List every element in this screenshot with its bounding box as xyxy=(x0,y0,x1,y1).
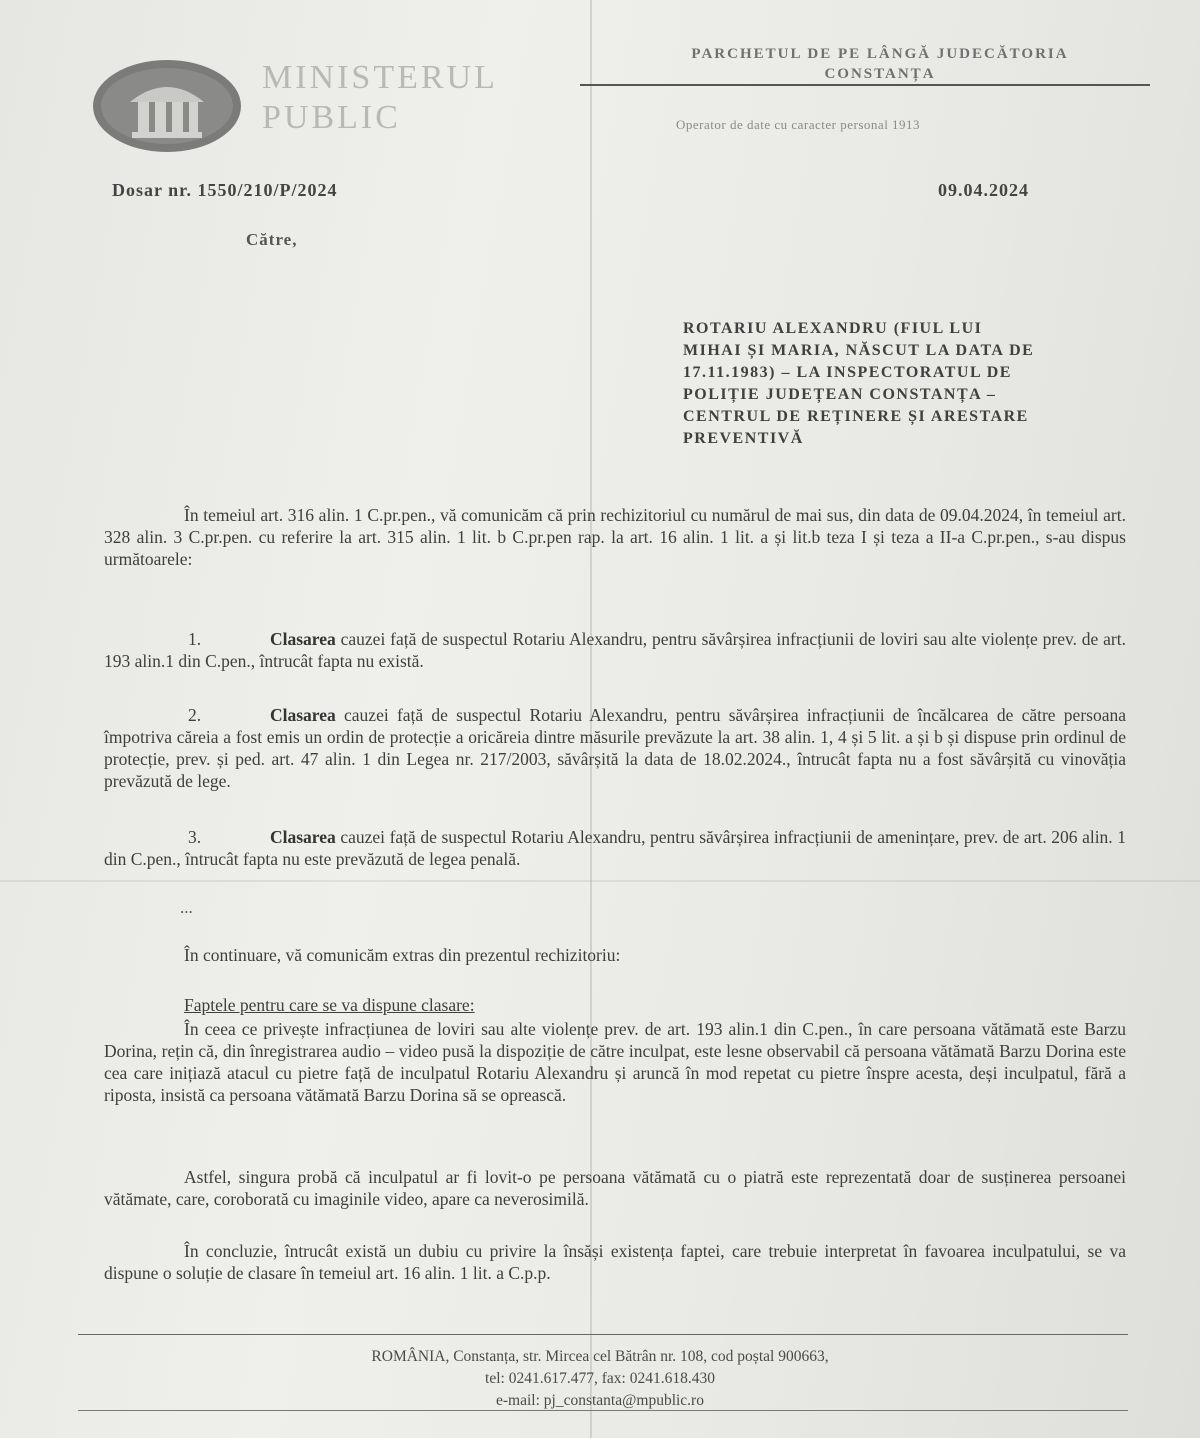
footer-email: e-mail: pj_constanta@mpublic.ro xyxy=(496,1392,704,1409)
recipient-line: ROTARIU ALEXANDRU (FIUL LUI xyxy=(683,320,983,337)
resolution-item xyxy=(104,628,1126,672)
ellipsis: ... xyxy=(180,898,193,917)
item-keyword: Clasarea xyxy=(270,827,336,847)
footer-rule xyxy=(78,1410,1128,1411)
paper-fold-horizontal xyxy=(0,880,1200,882)
recipient-line: CENTRUL DE REȚINERE ȘI ARESTARE xyxy=(683,408,1029,425)
resolution-item xyxy=(104,826,1126,870)
item-keyword: Clasarea xyxy=(270,705,336,725)
institution-name: PARCHETUL DE PE LÂNGĂ JUDECĂTORIA CONSTANȚA xyxy=(691,46,1069,82)
recipient-line: PREVENTIVĂ xyxy=(683,430,804,447)
footer-phone: tel: 0241.617.477, fax: 0241.618.430 xyxy=(485,1370,715,1387)
facts-paragraph: Astfel, singura probă că inculpatul ar fi lovit-o pe persoana vătămată cu o piatră este reprezentată doar de susținerea persoanei vătămate, care, coroborată cu imaginile video, apare ca neverosimilă. xyxy=(104,1167,1126,1209)
facts-paragraph: În concluzie, întrucât există un dubiu cu privire la însăși existența faptei, care trebuie interpretat în favoarea inculpatului, se va dispune o soluție de clasare în temeiul art. 16 alin. 1 lit. a C.p.p. xyxy=(104,1241,1126,1283)
ministerul-public-logo-icon xyxy=(92,58,242,154)
item-text: cauzei față de suspectul Rotariu Alexandru, pentru săvârșirea infracțiunii de amenințare, prev. de art. 206 alin. 1 din C.pen., întrucât fapta nu este prevăzută de legea penală. xyxy=(104,827,1126,869)
item-keyword: Clasarea xyxy=(270,629,336,649)
item-number: 2. xyxy=(188,705,202,725)
operator-note: Operator de date cu caracter personal 1913 xyxy=(676,117,921,132)
item-text: cauzei față de suspectul Rotariu Alexandru, pentru săvârșirea infracțiunii de încălcarea de către persoana împotriva căreia a fost emis un ordin de protecție a oricăreia dintre măsurile prevăzute la art. 38 alin. 1, 4 și 5 lit. a și b și dispuse prin ordinul de protecție, prev. și ped. art. 47 alin. 1 din Legea nr. 217/2003, săvârșită la data de 18.02.2024., întrucât fapta nu a fost săvârșită cu vinovăția prevăzută de lege. xyxy=(104,705,1126,791)
recipient-block xyxy=(683,318,1153,450)
recipient-line: POLIȚIE JUDEȚEAN CONSTANȚA – xyxy=(683,386,997,403)
footer-address: ROMÂNIA, Constanța, str. Mircea cel Bătrân nr. 108, cod poștal 900663, xyxy=(371,1348,829,1365)
resolution-item xyxy=(104,704,1126,792)
footer-contact xyxy=(120,1346,1080,1412)
item-text: cauzei față de suspectul Rotariu Alexandru, pentru săvârșirea infracțiunii de loviri sau alte violențe prev. de art. 193 alin.1 din C.pen., întrucât fapta nu există. xyxy=(104,629,1126,671)
item-number: 3. xyxy=(188,827,202,847)
header-rule xyxy=(580,84,1150,86)
document-date: 09.04.2024 xyxy=(938,180,1029,200)
continuation-paragraph: În continuare, vă comunicăm extras din prezentul rechizitoriu: xyxy=(184,945,621,965)
facts-paragraph: În ceea ce privește infracțiunea de loviri sau alte violențe prev. de art. 193 alin.1 din C.pen., în care persoana vătămată este Barzu Dorina, rețin că, din înregistrarea audio – video pusă la dispoziție de către inculpat, este lesne observabil că persoana vătămată Barzu Dorina este cea care inițiază atacul cu pietre față de inculpatul Rotariu Alexandru și aruncă în mod repetat cu pietre înspre acesta, deși inculpatul, fără a riposta, insistă ca persoana vătămată Barzu Dorina să se oprească. xyxy=(104,1019,1126,1105)
footer-rule xyxy=(78,1334,1128,1335)
addressee-label: Către, xyxy=(246,230,298,249)
facts-heading: Faptele pentru care se va dispune clasare: xyxy=(184,995,475,1015)
intro-paragraph: În temeiul art. 316 alin. 1 C.pr.pen., vă comunicăm că prin rechizitoriul cu numărul de mai sus, din data de 09.04.2024, în temeiul art. 328 alin. 3 C.pr.pen. cu referire la art. 315 alin. 1 lit. b C.pr.pen rap. la art. 16 alin. 1 lit. a și lit.b teza I și teza a II-a C.pr.pen., s-au dispus următoarele: xyxy=(104,505,1126,569)
case-number: Dosar nr. 1550/210/P/2024 xyxy=(112,180,338,200)
logo-text: MINISTERUL PUBLIC xyxy=(262,59,498,136)
recipient-line: MIHAI ȘI MARIA, NĂSCUT LA DATA DE xyxy=(683,342,1035,359)
recipient-line: 17.11.1983) – LA INSPECTORATUL DE xyxy=(683,364,1012,381)
item-number: 1. xyxy=(188,629,202,649)
